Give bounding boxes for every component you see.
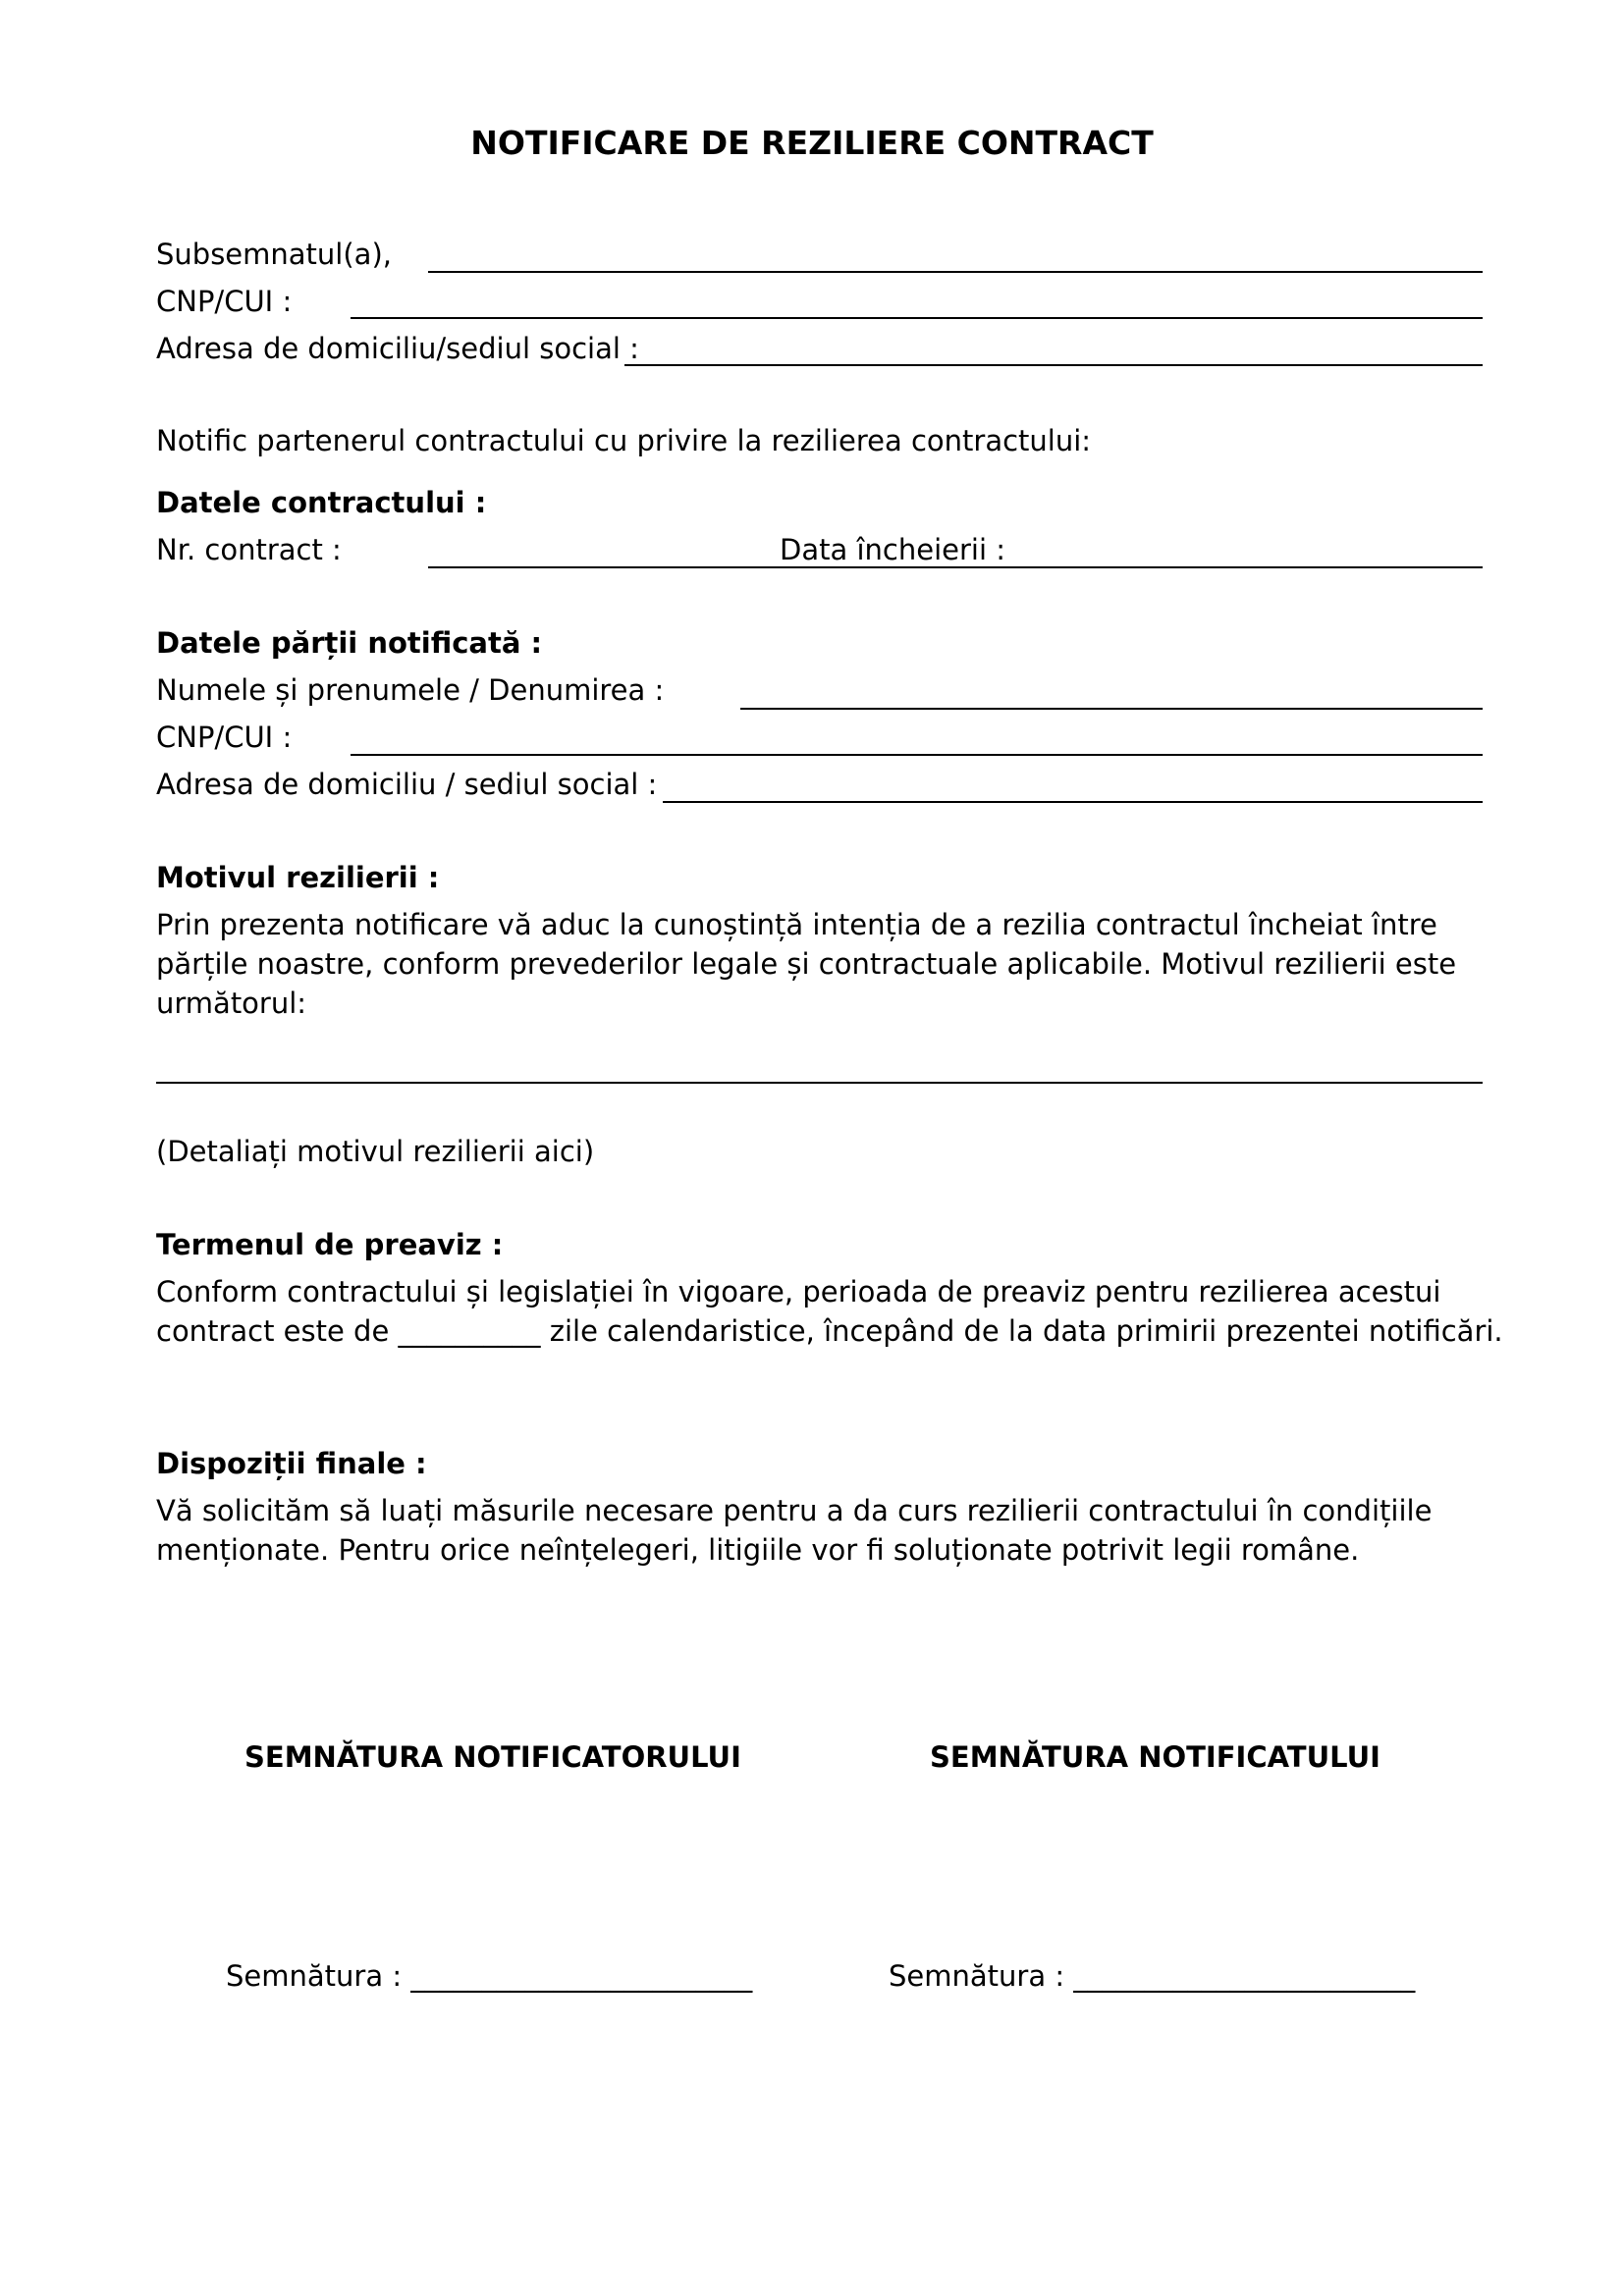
intro-text: Notific partenerul contractului cu privire la rezilierea contractului:	[156, 424, 1092, 457]
notice-text: Conform contractului și legislației în vigoare, perioada de preaviz pentru rezilierea acestui contract este de __________ zile calendaristice, începând de la data primirii prezentei notificări.	[156, 1275, 1503, 1348]
notifier-address-label: Adresa de domiciliu/sediul social :	[156, 332, 639, 365]
contract-number-label: Nr. contract :	[156, 533, 342, 566]
notified-address-label: Adresa de domiciliu / sediul social :	[156, 768, 658, 801]
notifier-name-label: Subsemnatul(a),	[156, 238, 392, 271]
document-title: NOTIFICARE DE REZILIERE CONTRACT	[470, 124, 1154, 162]
notified-address-field[interactable]	[663, 801, 1483, 803]
contract-date-label: Data încheierii :	[780, 533, 1005, 566]
notified-name-label: Numele și prenumele / Denumirea :	[156, 673, 665, 707]
notice-heading: Termenul de preaviz :	[156, 1228, 504, 1261]
contract-heading: Datele contractului :	[156, 486, 487, 519]
notified-signature-heading: SEMNĂTURA NOTIFICATULUI	[930, 1740, 1380, 1774]
notified-cnp-field[interactable]	[351, 754, 1483, 756]
notifier-cnp-label: CNP/CUI :	[156, 285, 293, 318]
notifier-signature-heading: SEMNĂTURA NOTIFICATORULUI	[244, 1740, 741, 1774]
contract-number-date-field[interactable]	[428, 566, 1483, 568]
final-heading: Dispoziții finale :	[156, 1447, 427, 1480]
notifier-name-field[interactable]	[428, 271, 1483, 273]
notifier-address-field[interactable]	[624, 364, 1483, 366]
reason-field[interactable]	[156, 1082, 1483, 1084]
reason-heading: Motivul rezilierii :	[156, 861, 440, 894]
notified-name-field[interactable]	[740, 708, 1483, 710]
notified-cnp-label: CNP/CUI :	[156, 721, 293, 754]
notifier-cnp-field[interactable]	[351, 317, 1483, 319]
reason-text: Prin prezenta notificare vă aduc la cunoștință intenția de a rezilia contractul încheiat între părțile noastre, conform prevederilor legale și contractuale aplicabile. Motivul rezilierii este următorul:	[156, 908, 1457, 1020]
notifier-signature-field[interactable]: Semnătura : ________________________	[226, 1959, 753, 1993]
notified-party-heading: Datele părții notificată :	[156, 626, 543, 660]
final-text: Vă solicităm să luați măsurile necesare pentru a da curs rezilierii contractului în condițiile menționate. Pentru orice neînțelegeri, litigiile vor fi soluționate potrivit legii române.	[156, 1494, 1433, 1567]
notified-signature-field[interactable]: Semnătura : ________________________	[889, 1959, 1416, 1993]
reason-hint: (Detaliați motivul rezilierii aici)	[156, 1135, 595, 1168]
